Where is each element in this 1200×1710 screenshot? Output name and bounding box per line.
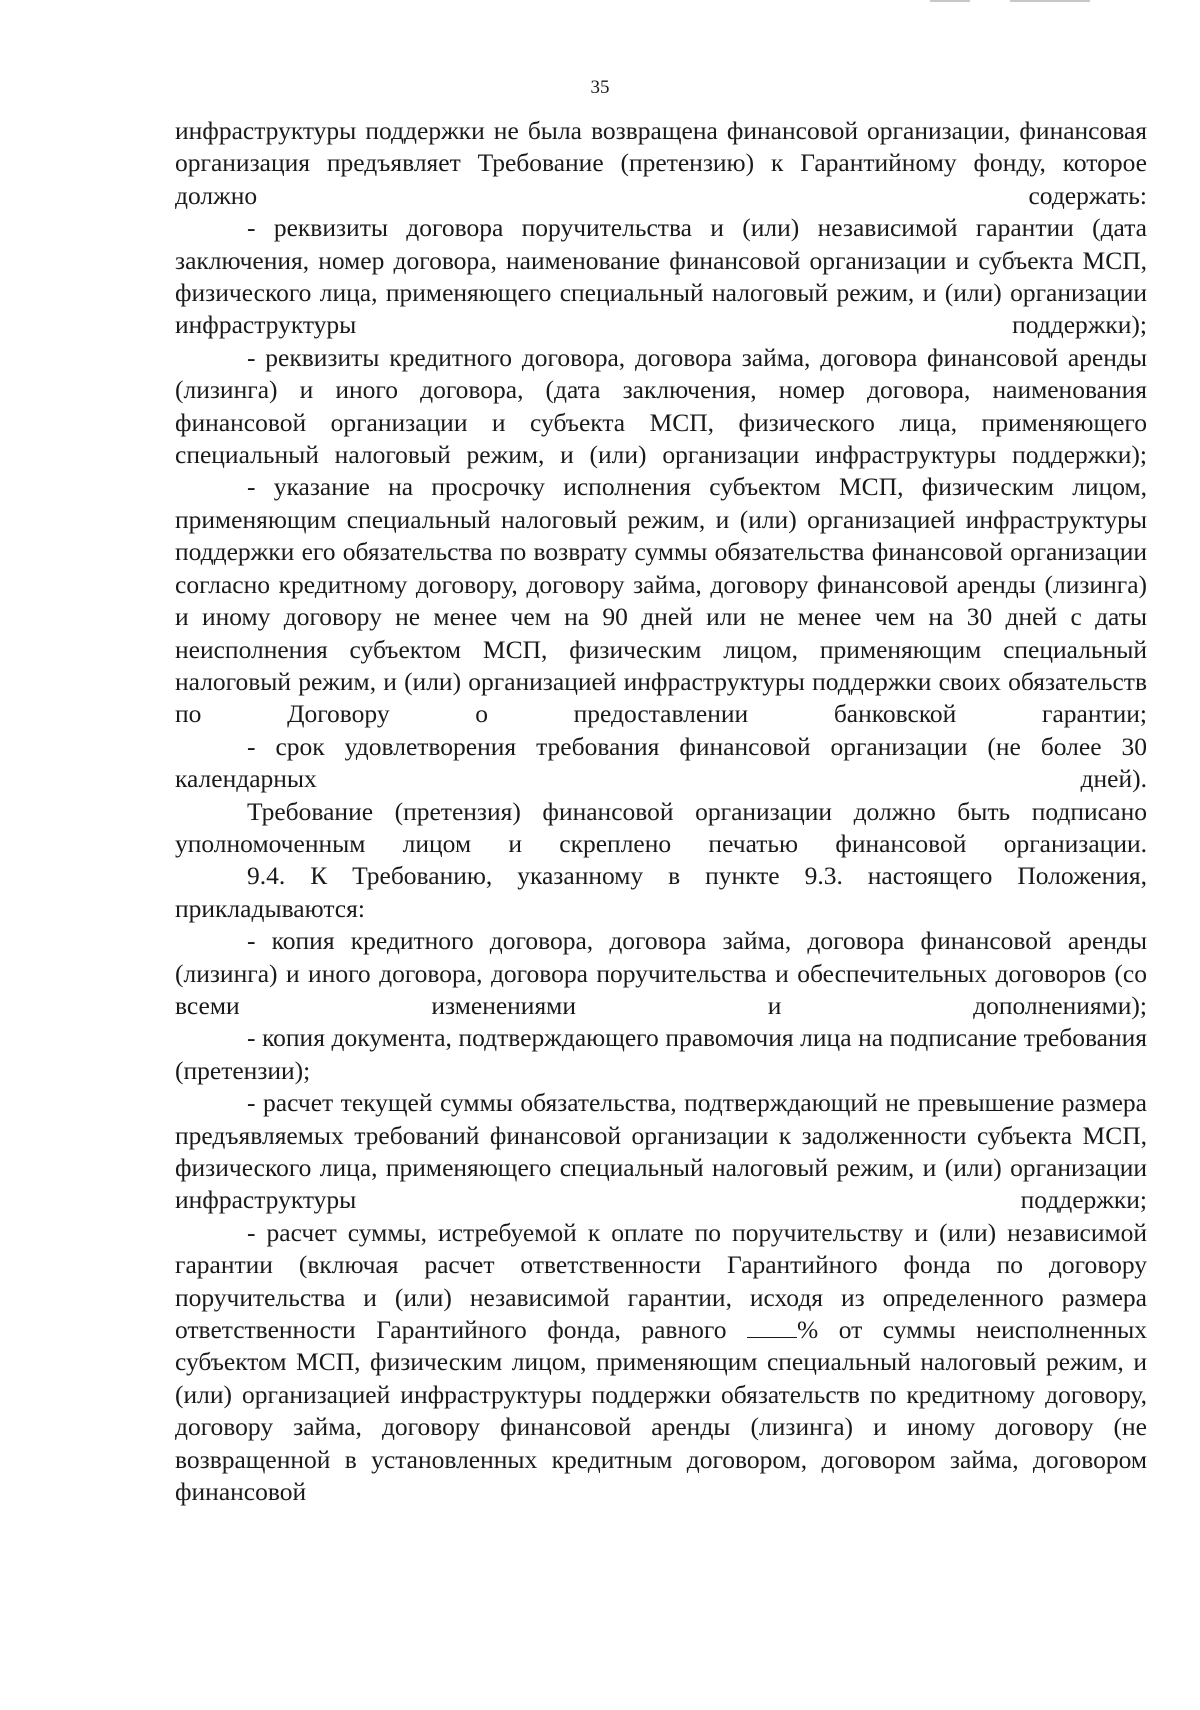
- document-body: [175, 115, 1147, 1508]
- paragraph: - указание на просрочку исполнения субъектом МСП, физическим лицом, применяющим специальный налоговый режим, и (или) организацией инфраструктуры поддержки его обязательства по возврату суммы обязательства финансовой организации согласно кредитному договору, договору займа, договору финансовой аренды (лизинга) и иному договору не менее чем на 90 дней или не менее чем на 30 дней с даты неисполнения субъектом МСП, физическим лицом, применяющим специальный налоговый режим, и (или) организацией инфраструктуры поддержки своих обязательств по Договору о предоставлении банковской гарантии;: [175, 472, 1147, 729]
- paragraph: - расчет текущей суммы обязательства, подтверждающий не превышение размера предъявляемых требований финансовой организации к задолженности субъекта МСП, физического лица, применяющего специальный налоговый режим, и (или) организации инфраструктуры поддержки;: [175, 1088, 1147, 1215]
- paragraph: - копия кредитного договора, договора займа, договора финансовой аренды (лизинга) и иного договора, договора поручительства и обеспечительных договоров (со всеми изменениями и дополнениями);: [175, 926, 1147, 1020]
- paragraph: - срок удовлетворения требования финансовой организации (не более 30 календарных дней).: [175, 731, 1147, 794]
- fill-in-blank: [747, 1317, 797, 1338]
- paragraph: - реквизиты договора поручительства и (или) независимой гарантии (дата заключения, номер договора, наименование финансовой организации и субъекта МСП, физического лица, применяющего специальный налоговый режим, и (или) организации инфраструктуры поддержки);: [175, 213, 1147, 340]
- paragraph: - реквизиты кредитного договора, договора займа, договора финансовой аренды (лизинга) и иного договора, (дата заключения, номер договора, наименования финансовой организации и субъекта МСП, физического лица, применяющего специальный налоговый режим, и (или) организации инфраструктуры поддержки);: [175, 342, 1147, 470]
- page-number: 35: [590, 77, 610, 98]
- paragraph-with-blank: [175, 1217, 1147, 1509]
- paragraph-text-after-blank: % от суммы неисполненных субъектом МСП, физическим лицом, применяющим специальный налоговый режим, и (или) организацией инфраструктуры поддержки обязательств по кредитному договору, договору займа, договору финансовой аренды (лизинга) и иному договору (не возвращенной в установленных кредитным договором, договором займа, договором финансовой: [175, 1315, 1147, 1507]
- scan-edge-mark: [1010, 0, 1090, 2]
- paragraph: Требование (претензия) финансовой организации должно быть подписано уполномоченным лицом и скреплено печатью финансовой организации.: [175, 796, 1147, 858]
- paragraph-text-before-blank: - расчет суммы, истребуемой к оплате по поручительству и (или) независимой гарантии (включая расчет ответственности Гарантийного фонда по договору поручительства и (или) независимой гарантии, исходя из определенного размера ответственности Гарантийного фонда, равного: [175, 1217, 1147, 1345]
- paragraph: 9.4. К Требованию, указанному в пункте 9.3. настоящего Положения, прикладываются:: [175, 861, 1147, 923]
- scan-edge-mark: [930, 0, 970, 2]
- paragraph: - копия документа, подтверждающего правомочия лица на подписание требования (претензии);: [175, 1023, 1147, 1085]
- paragraph: инфраструктуры поддержки не была возвращена финансовой организации, финансовая организация предъявляет Требование (претензию) к Гарантийному фонду, которое должно содержать:: [175, 116, 1147, 210]
